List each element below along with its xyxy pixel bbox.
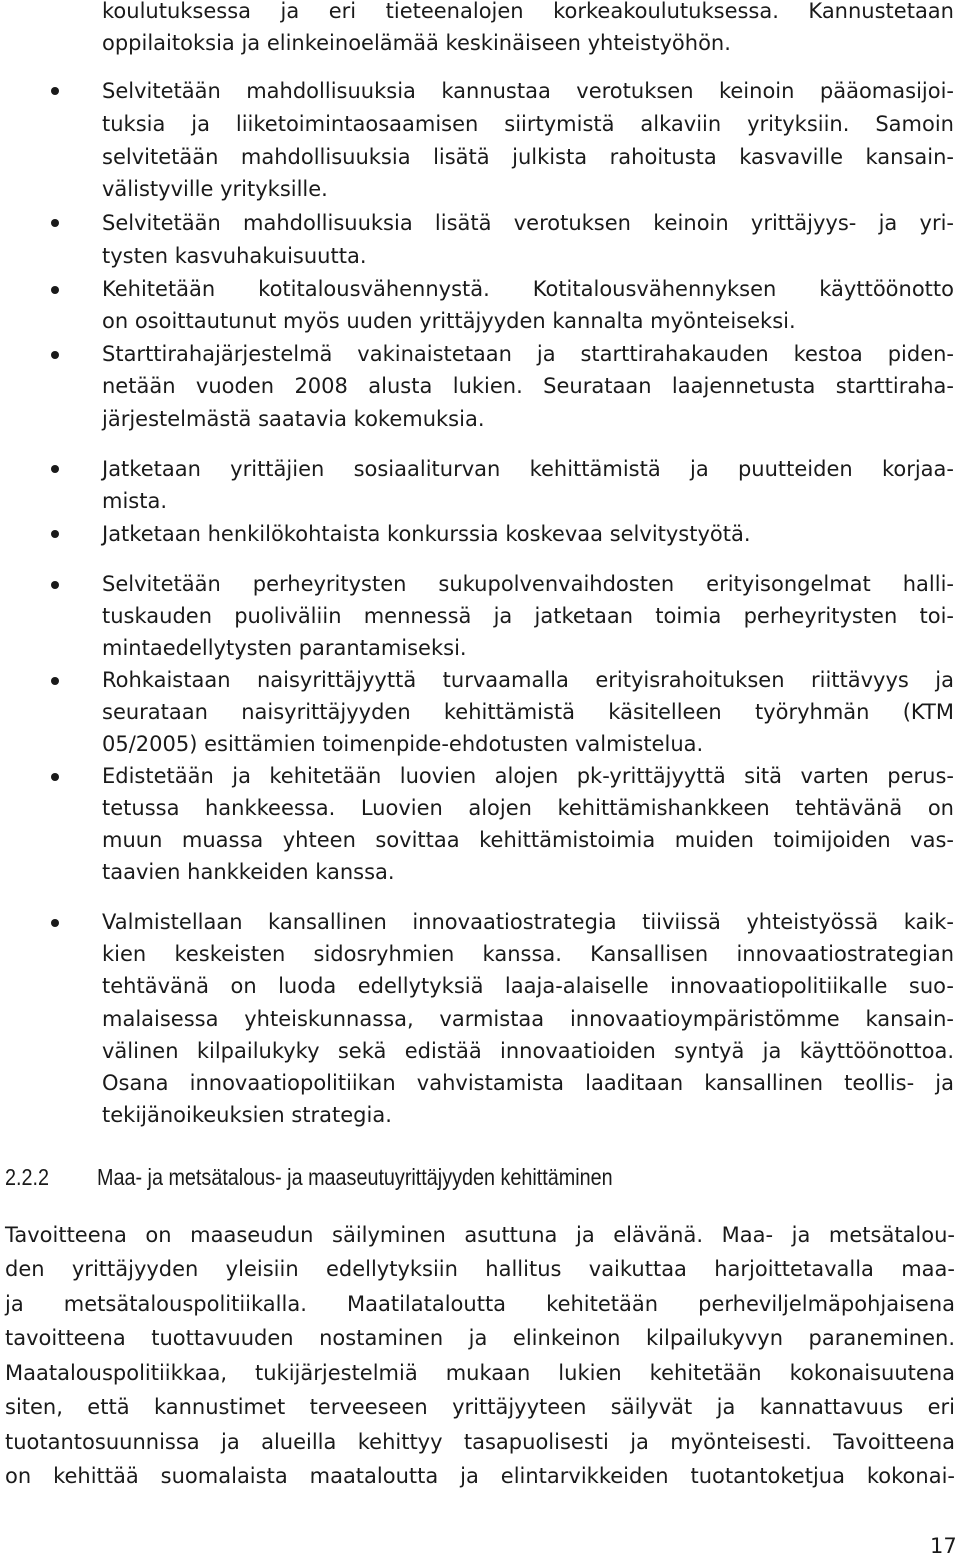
list-item-line: tehtävänä on luoda edellytyksiä laaja-alaiselle innovaatiopolitiikalle suo- — [102, 974, 954, 998]
list-item-line: seurataan naisyrittäjyyden kehittämistä käsitelleen työryhmän (KTM — [102, 700, 954, 724]
list-item-line: Starttirahajärjestelmä vakinaistetaan ja starttirahakauden kestoa piden- — [102, 342, 954, 366]
list-item-line: tekijänoikeuksien strategia. — [102, 1103, 392, 1127]
list-item-line: on osoittautunut myös uuden yrittäjyyden kannalta myönteiseksi. — [102, 309, 796, 333]
list-item-line: Selvitetään mahdollisuuksia kannustaa verotuksen keinoin pääomasijoi- — [102, 79, 954, 103]
bullet-marker — [51, 530, 59, 538]
bullet-marker — [51, 351, 59, 359]
list-item-line: selvitetään mahdollisuuksia lisätä julkista rahoitusta kasvaville kansain- — [102, 145, 954, 169]
bullet-marker — [51, 87, 59, 95]
list-item-line: malaisessa yhteiskunnassa, varmistaa innovaatioympäristömme kansain- — [102, 1007, 954, 1031]
paragraph-line: tuotantosuunnissa ja alueilla kehittyy tasapuolisesti ja myönteisesti. Tavoitteena — [5, 1430, 955, 1454]
list-item-line: Rohkaistaan naisyrittäjyyttä turvaamalla erityisrahoituksen riittävyys ja — [102, 668, 954, 692]
list-item-line: 05/2005) esittämien toimenpide-ehdotusten valmistelua. — [102, 732, 704, 756]
list-item-line: Valmistellaan kansallinen innovaatiostrategia tiiviissä yhteistyössä kaik- — [102, 910, 954, 934]
paragraph-line: siten, että kannustimet terveeseen yrittäjyyteen säilyvät ja kannattavuus eri — [5, 1395, 955, 1419]
page-number: 17 — [930, 1534, 957, 1558]
bullet-marker — [51, 465, 59, 473]
list-item-line: tuskauden puoliväliin mennessä ja jatketaan toimia perheyritysten toi- — [102, 604, 954, 628]
paragraph-line: ja metsätalouspolitiikalla. Maatilataloutta kehitetään perheviljelmäpohjaisena — [5, 1292, 955, 1316]
bullet-marker — [51, 286, 59, 294]
list-item-line: mintaedellytysten parantamiseksi. — [102, 636, 467, 660]
paragraph-line: Tavoitteena on maaseudun säilyminen asuttuna ja elävänä. Maa- ja metsätalou- — [5, 1223, 955, 1247]
paragraph-line: tavoitteena tuottavuuden nostaminen ja elinkeinon kilpailukyvyn paraneminen. — [5, 1326, 955, 1350]
list-item-line: muun muassa yhteen sovittaa kehittämistoimia muiden toimijoiden vas- — [102, 828, 954, 852]
list-item-line: mista. — [102, 489, 168, 513]
list-item-line: välinen kilpailukyky sekä edistää innovaatioiden syntyä ja käyttöönottoa. — [102, 1039, 954, 1063]
section-number: 2.2.2 — [5, 1164, 49, 1190]
list-item-line: välistyville yrityksille. — [102, 177, 328, 201]
list-item-line: Jatketaan yrittäjien sosiaaliturvan kehittämistä ja puutteiden korjaa- — [102, 457, 954, 481]
bullet-marker — [51, 773, 59, 781]
paragraph-line: Maatalouspolitiikkaa, tukijärjestelmiä mukaan lukien kehitetään kokonaisuutena — [5, 1361, 955, 1385]
bullet-marker — [51, 919, 59, 927]
list-item-line: Selvitetään perheyritysten sukupolvenvaihdosten erityisongelmat halli- — [102, 572, 954, 596]
list-item-line: Jatketaan henkilökohtaista konkurssia koskevaa selvitystyötä. — [102, 522, 751, 546]
bullet-marker — [51, 581, 59, 589]
list-item-line: tetussa hankkeessa. Luovien alojen kehittämishankkeen tehtävänä on — [102, 796, 954, 820]
list-item-line: oppilaitoksia ja elinkeinoelämää keskinäiseen yhteistyöhön. — [102, 31, 731, 55]
list-item-line: Edistetään ja kehitetään luovien alojen pk-yrittäjyyttä sitä varten perus- — [102, 764, 954, 788]
list-item-line: Osana innovaatiopolitiikan vahvistamista laaditaan kansallinen teollis- ja — [102, 1071, 954, 1095]
list-item-line: taavien hankkeiden kanssa. — [102, 860, 395, 884]
list-item-line: Kehitetään kotitalousvähennystä. Kotitalousvähennyksen käyttöönotto — [102, 277, 954, 301]
list-item-line: netään vuoden 2008 alusta lukien. Seurataan laajennetusta starttiraha- — [102, 374, 954, 398]
list-item-line: järjestelmästä saatavia kokemuksia. — [102, 407, 485, 431]
paragraph-line: on kehittää suomalaista maataloutta ja elintarvikkeiden tuotantoketjua kokonai- — [5, 1464, 955, 1488]
bullet-marker — [51, 677, 59, 685]
list-item-line: tuksia ja liiketoimintaosaamisen siirtymistä alkaviin yrityksiin. Samoin — [102, 112, 954, 136]
list-item-line: tysten kasvuhakuisuutta. — [102, 244, 367, 268]
list-item-line: Selvitetään mahdollisuuksia lisätä verotuksen keinoin yrittäjyys- ja yri- — [102, 211, 954, 235]
paragraph-line: den yrittäjyyden yleisiin edellytyksiin hallitus vaikuttaa harjoittetavalla maa- — [5, 1257, 955, 1281]
list-item-line: koulutuksessa ja eri tieteenalojen korkeakoulutuksessa. Kannustetaan — [102, 0, 954, 23]
bullet-marker — [51, 219, 59, 227]
section-title: Maa- ja metsätalous- ja maaseutuyrittäjyyden kehittäminen — [97, 1164, 613, 1190]
list-item-line: kien keskeisten sidosryhmien kanssa. Kansallisen innovaatiostrategian — [102, 942, 954, 966]
